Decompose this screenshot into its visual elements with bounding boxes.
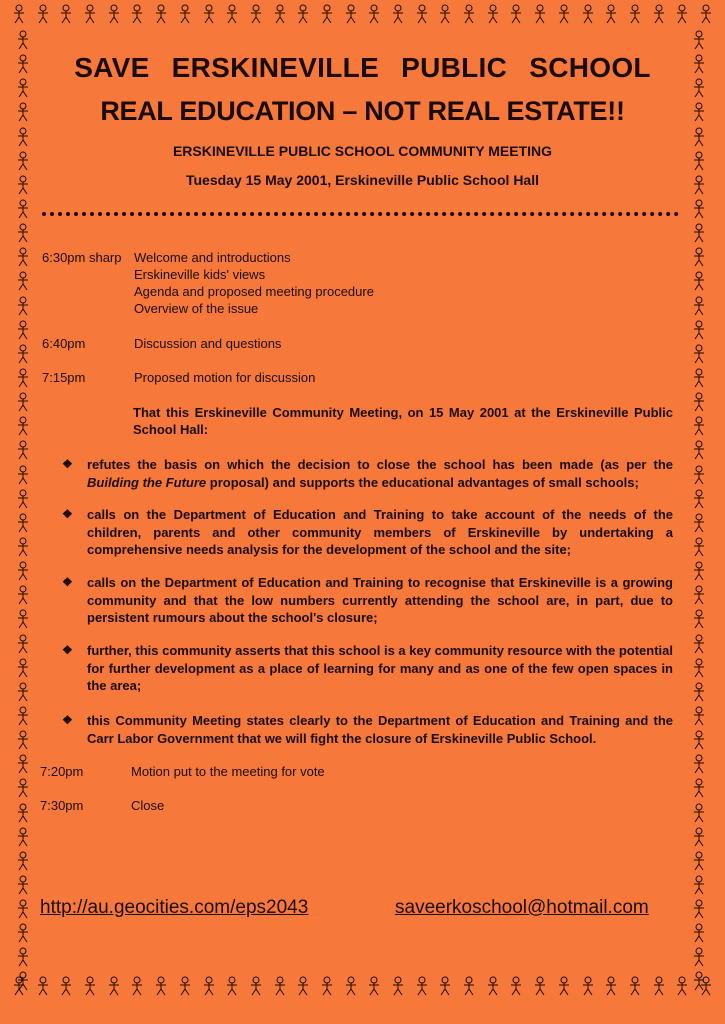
child-figure-icon bbox=[486, 976, 500, 996]
child-figure-icon bbox=[692, 440, 706, 460]
child-figure-icon bbox=[692, 899, 706, 919]
child-figure-icon bbox=[415, 4, 429, 24]
agenda-time-4: 7:20pm bbox=[40, 764, 84, 779]
child-figure-icon bbox=[692, 923, 706, 943]
child-figure-icon bbox=[16, 296, 30, 316]
dotted-divider bbox=[42, 212, 679, 216]
child-figure-icon bbox=[225, 4, 239, 24]
child-figure-icon bbox=[692, 706, 706, 726]
child-figure-icon bbox=[16, 754, 30, 774]
child-figure-icon bbox=[692, 754, 706, 774]
child-figure-icon bbox=[557, 4, 571, 24]
agenda-item-1b: Erskineville kids' views bbox=[134, 267, 266, 282]
agenda-item-2: Discussion and questions bbox=[134, 336, 282, 351]
child-figure-icon bbox=[692, 465, 706, 485]
child-figure-icon bbox=[16, 971, 30, 991]
child-figure-icon bbox=[130, 976, 144, 996]
child-figure-icon bbox=[692, 296, 706, 316]
child-figure-icon bbox=[130, 4, 144, 24]
child-figure-icon bbox=[557, 976, 571, 996]
child-figure-icon bbox=[83, 976, 97, 996]
child-figure-icon bbox=[486, 4, 500, 24]
agenda-item-1c: Agenda and proposed meeting procedure bbox=[134, 284, 374, 299]
child-figure-icon bbox=[692, 585, 706, 605]
child-figure-icon bbox=[16, 465, 30, 485]
child-figure-icon bbox=[16, 851, 30, 871]
child-figure-icon bbox=[16, 199, 30, 219]
child-figure-icon bbox=[692, 730, 706, 750]
child-figure-icon bbox=[581, 4, 595, 24]
child-figure-icon bbox=[692, 320, 706, 340]
child-figure-icon bbox=[692, 537, 706, 557]
child-figure-icon bbox=[107, 976, 121, 996]
child-figure-icon bbox=[178, 976, 192, 996]
child-figure-icon bbox=[16, 489, 30, 509]
title-line-1: SAVE ERSKINEVILLE PUBLIC SCHOOL bbox=[74, 52, 651, 83]
diamond-bullet-icon: ❖ bbox=[62, 457, 73, 471]
child-figure-icon bbox=[692, 658, 706, 678]
child-figure-icon bbox=[367, 4, 381, 24]
child-figure-icon bbox=[16, 247, 30, 267]
child-figure-icon bbox=[16, 392, 30, 412]
child-figure-icon bbox=[12, 4, 26, 24]
meeting-date-location: Tuesday 15 May 2001, Erskineville Public School Hall bbox=[185, 172, 539, 188]
agenda-item-1a: Welcome and introductions bbox=[134, 250, 291, 265]
child-figure-icon bbox=[59, 4, 73, 24]
agenda-time-1: 6:30pm sharp bbox=[42, 250, 122, 265]
child-figure-icon bbox=[16, 271, 30, 291]
child-figure-icon bbox=[692, 489, 706, 509]
child-figure-icon bbox=[692, 223, 706, 243]
child-figure-icon bbox=[652, 976, 666, 996]
child-figure-icon bbox=[16, 875, 30, 895]
child-figure-icon bbox=[16, 513, 30, 533]
child-figure-icon bbox=[16, 803, 30, 823]
bullet-1-text-a: refutes the basis on which the decision to close the school has been made (as per the bbox=[87, 457, 673, 472]
bullet-1-italic: Building the Future bbox=[87, 474, 207, 490]
child-figure-icon bbox=[16, 778, 30, 798]
child-figure-icon bbox=[16, 320, 30, 340]
child-figure-icon bbox=[16, 561, 30, 581]
child-figure-icon bbox=[249, 976, 263, 996]
child-figure-icon bbox=[692, 344, 706, 364]
child-figure-icon bbox=[533, 4, 547, 24]
child-figure-icon bbox=[438, 976, 452, 996]
motion-intro: That this Erskineville Community Meeting, on 15 May 2001 at the Erskineville Public School Hall: bbox=[133, 405, 673, 437]
child-figure-icon bbox=[391, 4, 405, 24]
child-figure-icon bbox=[16, 658, 30, 678]
motion-bullet-1 bbox=[62, 456, 673, 491]
child-figure-icon bbox=[509, 4, 523, 24]
child-figure-icon bbox=[462, 976, 476, 996]
child-figure-icon bbox=[296, 4, 310, 24]
bullet-1-text-b: proposal) and supports the educational advantages of small schools; bbox=[206, 474, 639, 490]
child-figure-icon bbox=[692, 634, 706, 654]
child-figure-icon bbox=[581, 976, 595, 996]
email-link[interactable]: saveerkoschool@hotmail.com bbox=[395, 897, 649, 918]
bullet-4-text: further, this community asserts that this school is a key community resource with the potential for further development as a place of learning for many and as one of the few open spaces in the area; bbox=[87, 643, 673, 693]
child-figure-icon bbox=[692, 947, 706, 967]
child-figure-icon bbox=[16, 609, 30, 629]
agenda-item-3: Proposed motion for discussion bbox=[134, 370, 316, 385]
child-figure-icon bbox=[692, 368, 706, 388]
child-figure-icon bbox=[16, 947, 30, 967]
child-figure-icon bbox=[16, 368, 30, 388]
child-figure-icon bbox=[628, 4, 642, 24]
diamond-bullet-icon: ❖ bbox=[62, 507, 73, 521]
child-figure-icon bbox=[415, 976, 429, 996]
child-figure-icon bbox=[367, 976, 381, 996]
child-figure-icon bbox=[692, 609, 706, 629]
child-figure-icon bbox=[16, 537, 30, 557]
child-figure-icon bbox=[16, 899, 30, 919]
child-figure-icon bbox=[16, 706, 30, 726]
child-figure-icon bbox=[36, 4, 50, 24]
child-figure-icon bbox=[438, 4, 452, 24]
child-figure-icon bbox=[692, 875, 706, 895]
child-figure-icon bbox=[692, 778, 706, 798]
motion-bullet-3 bbox=[62, 574, 673, 627]
child-figure-icon bbox=[36, 976, 50, 996]
child-figure-icon bbox=[533, 976, 547, 996]
child-figure-icon bbox=[16, 730, 30, 750]
motion-bullet-2 bbox=[62, 506, 673, 559]
child-figure-icon bbox=[509, 976, 523, 996]
child-figure-icon bbox=[692, 30, 706, 50]
child-figure-icon bbox=[391, 976, 405, 996]
child-figure-icon bbox=[652, 4, 666, 24]
child-figure-icon bbox=[675, 4, 689, 24]
child-figure-icon bbox=[16, 827, 30, 847]
title-line-2: REAL EDUCATION – NOT REAL ESTATE!! bbox=[100, 96, 625, 126]
agenda-item-4: Motion put to the meeting for vote bbox=[131, 764, 325, 779]
bullet-3-text: calls on the Department of Education and Training to recognise that Erskineville is a growing community and that the low numbers currently attending the school are, in part, due to persistent rumours about the school's closure; bbox=[87, 575, 673, 625]
child-figure-icon bbox=[692, 803, 706, 823]
top-border bbox=[12, 4, 713, 26]
child-figure-icon bbox=[16, 223, 30, 243]
diamond-bullet-icon: ❖ bbox=[62, 643, 73, 657]
child-figure-icon bbox=[692, 827, 706, 847]
child-figure-icon bbox=[604, 4, 618, 24]
child-figure-icon bbox=[692, 271, 706, 291]
child-figure-icon bbox=[699, 4, 713, 24]
child-figure-icon bbox=[344, 976, 358, 996]
child-figure-icon bbox=[692, 851, 706, 871]
child-figure-icon bbox=[154, 976, 168, 996]
child-figure-icon bbox=[107, 4, 121, 24]
child-figure-icon bbox=[320, 976, 334, 996]
child-figure-icon bbox=[59, 976, 73, 996]
child-figure-icon bbox=[178, 4, 192, 24]
bottom-border bbox=[12, 976, 713, 998]
child-figure-icon bbox=[273, 4, 287, 24]
child-figure-icon bbox=[692, 513, 706, 533]
child-figure-icon bbox=[273, 976, 287, 996]
child-figure-icon bbox=[692, 392, 706, 412]
website-link[interactable]: http://au.geocities.com/eps2043 bbox=[40, 897, 309, 918]
diamond-bullet-icon: ❖ bbox=[62, 575, 73, 589]
child-figure-icon bbox=[249, 4, 263, 24]
motion-bullet-4 bbox=[62, 642, 673, 695]
child-figure-icon bbox=[225, 976, 239, 996]
motion-bullet-5 bbox=[62, 712, 673, 747]
child-figure-icon bbox=[628, 976, 642, 996]
child-figure-icon bbox=[16, 440, 30, 460]
child-figure-icon bbox=[692, 561, 706, 581]
child-figure-icon bbox=[692, 971, 706, 991]
bullet-5-text: this Community Meeting states clearly to the Department of Education and Training and the Carr Labor Government that we will fight the closure of Erskineville Public School. bbox=[87, 713, 673, 746]
agenda-time-2: 6:40pm bbox=[42, 336, 86, 351]
child-figure-icon bbox=[320, 4, 334, 24]
child-figure-icon bbox=[692, 682, 706, 702]
diamond-bullet-icon: ❖ bbox=[62, 713, 73, 727]
bullet-2-text: calls on the Department of Education and Training to take account of the needs of the children, parents and other community members of Erskineville by undertaking a comprehensive needs analysis for the development of the school and the site; bbox=[87, 507, 673, 557]
agenda-time-3: 7:15pm bbox=[42, 370, 86, 385]
child-figure-icon bbox=[16, 344, 30, 364]
child-figure-icon bbox=[16, 634, 30, 654]
child-figure-icon bbox=[462, 4, 476, 24]
child-figure-icon bbox=[692, 247, 706, 267]
child-figure-icon bbox=[83, 4, 97, 24]
child-figure-icon bbox=[692, 416, 706, 436]
child-figure-icon bbox=[692, 199, 706, 219]
child-figure-icon bbox=[16, 585, 30, 605]
child-figure-icon bbox=[344, 4, 358, 24]
child-figure-icon bbox=[16, 30, 30, 50]
agenda-time-5: 7:30pm bbox=[40, 798, 84, 813]
child-figure-icon bbox=[16, 682, 30, 702]
child-figure-icon bbox=[16, 923, 30, 943]
agenda-item-5: Close bbox=[131, 798, 165, 813]
child-figure-icon bbox=[202, 4, 216, 24]
child-figure-icon bbox=[154, 4, 168, 24]
child-figure-icon bbox=[296, 976, 310, 996]
child-figure-icon bbox=[202, 976, 216, 996]
agenda-item-1d: Overview of the issue bbox=[134, 301, 259, 316]
child-figure-icon bbox=[604, 976, 618, 996]
child-figure-icon bbox=[16, 416, 30, 436]
meeting-subtitle: ERSKINEVILLE PUBLIC SCHOOL COMMUNITY MEETING bbox=[172, 143, 553, 159]
